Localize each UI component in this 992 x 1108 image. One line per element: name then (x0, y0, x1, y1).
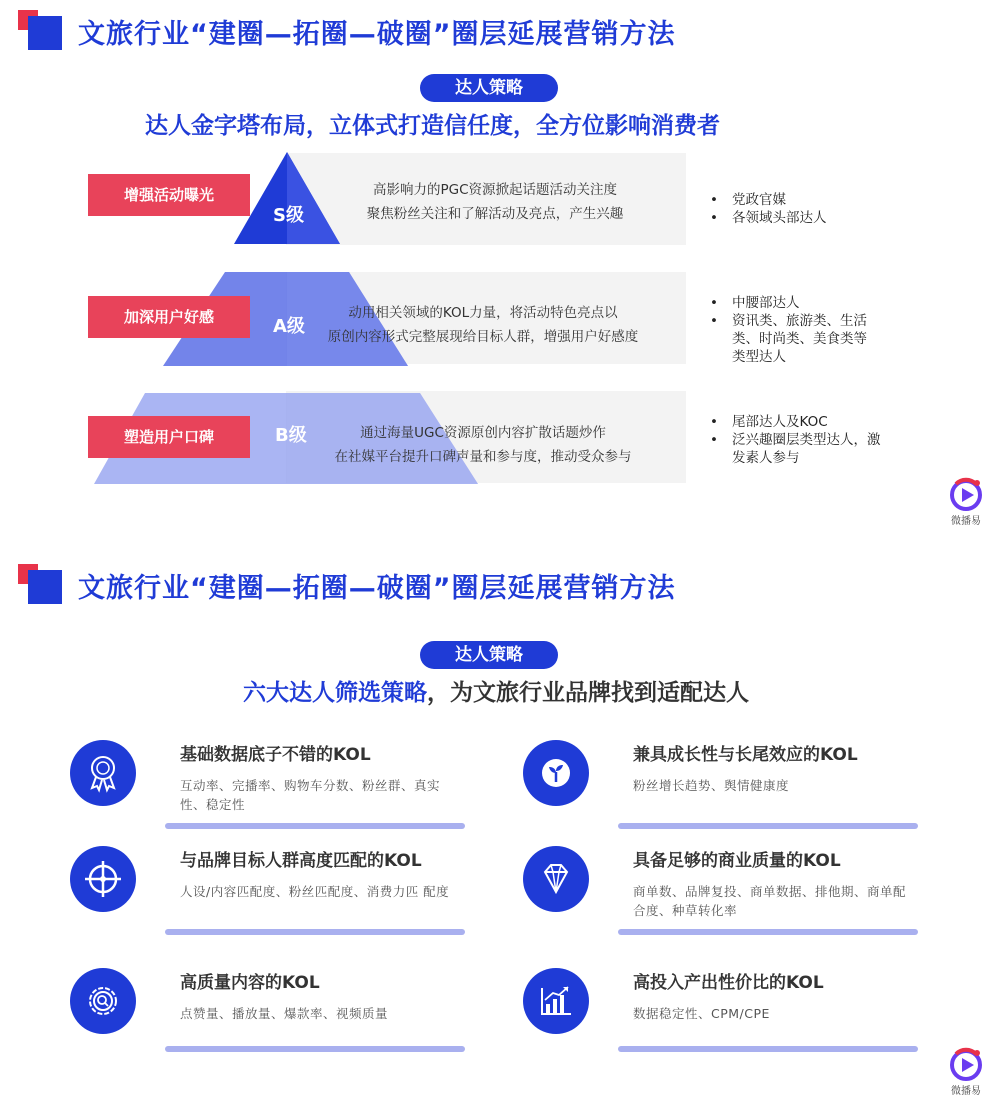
bullet-item: • 中腰部达人 (710, 294, 870, 312)
criterion-underline (618, 823, 918, 829)
desc-line: 动用相关领域的KOL力量，将活动特色亮点以 (348, 305, 618, 321)
criterion-title: 基础数据底子不错的KOL (180, 745, 371, 765)
subtitle-highlight: 六大达人筛选策略 (243, 680, 427, 706)
slide-title: 文旅行业“建圈—拓圈—破圈”圈层延展营销方法 (78, 19, 676, 50)
quality-gear-icon (70, 968, 136, 1034)
tier-bullets-s (710, 191, 870, 227)
logo-text: 微播易 (951, 1086, 981, 1097)
tier-bullets-b (710, 413, 890, 467)
bullet-item: • 泛兴趣圈层类型达人，激发素人参与 (710, 431, 890, 467)
tier-label-b: 塑造用户口碑 (88, 416, 250, 458)
section-pill: 达人策略 (420, 74, 558, 102)
criterion-desc: 点赞量、播放量、爆款率、视频质量 (180, 1006, 389, 1021)
play-logo-icon (946, 476, 986, 512)
criterion-card (70, 740, 490, 844)
criterion-desc: 数据稳定性、CPM/CPE (633, 1006, 770, 1021)
criterion-title: 兼具成长性与长尾效应的KOL (633, 745, 858, 765)
criterion-desc: 互动率、完播率、购物车分数、粉丝群、真实性、稳定性 (180, 778, 441, 812)
criterion-underline (618, 1046, 918, 1052)
criterion-desc: 人设/内容匹配度、粉丝匹配度、消费力匹 配度 (180, 884, 450, 899)
slide-subtitle: 达人金字塔布局，立体式打造信任度，全方位影响消费者 (145, 113, 720, 139)
bullet-item: • 各领域头部达人 (710, 209, 870, 227)
tier-desc-s (310, 178, 680, 226)
bullet-item: • 资讯类、旅游类、生活类、时尚类、美食类等类型达人 (710, 312, 870, 366)
tier-label-s: 增强活动曝光 (88, 174, 250, 216)
criterion-title: 与品牌目标人群高度匹配的KOL (180, 851, 422, 871)
tier-level-s: S级 (273, 205, 304, 226)
criterion-card (523, 740, 943, 844)
subtitle-rest: ，为文旅行业品牌找到适配达人 (427, 680, 749, 706)
criterion-title: 高投入产出性价比的KOL (633, 973, 824, 993)
brand-logo (946, 1046, 986, 1100)
diamond-icon (523, 846, 589, 912)
tier-desc-b (298, 421, 668, 469)
slide-title: 文旅行业“建圈—拓圈—破圈”圈层延展营销方法 (78, 573, 676, 604)
criterion-card (70, 846, 490, 950)
slide-subtitle (0, 674, 992, 707)
tier-level-b: B级 (275, 425, 307, 446)
logo-text: 微播易 (951, 516, 981, 527)
criterion-underline (165, 1046, 465, 1052)
sprout-icon (523, 740, 589, 806)
desc-line: 在社媒平台提升口碑声量和参与度，推动受众参与 (334, 449, 632, 465)
brand-logo (946, 476, 986, 530)
tier-level-a: A级 (273, 316, 305, 337)
criterion-title: 高质量内容的KOL (180, 973, 320, 993)
bullet-item: • 党政官媒 (710, 191, 870, 209)
desc-line: 原创内容形式完整展现给目标人群，增强用户好感度 (327, 329, 639, 345)
criterion-card (70, 968, 490, 1072)
section-pill: 达人策略 (420, 641, 558, 669)
medal-icon (70, 740, 136, 806)
criterion-card (523, 846, 943, 950)
desc-line: 高影响力的PGC资源掀起话题活动关注度 (372, 182, 618, 198)
desc-line: 通过海量UGC资源原创内容扩散话题炒作 (360, 425, 606, 441)
criterion-underline (165, 823, 465, 829)
criterion-underline (165, 929, 465, 935)
bullet-item: • 尾部达人及KOC (710, 413, 890, 431)
play-logo-icon (946, 1046, 986, 1082)
slide-criteria (0, 554, 992, 1108)
tier-label-a: 加深用户好感 (88, 296, 250, 338)
corner-decoration-blue (28, 570, 62, 604)
criterion-underline (618, 929, 918, 935)
criterion-card (523, 968, 943, 1072)
bar-chart-icon (523, 968, 589, 1034)
criterion-desc: 商单数、品牌复投、商单数据、排他期、商单配合度、种草转化率 (633, 884, 907, 918)
target-icon (70, 846, 136, 912)
tier-bullets-a (710, 294, 870, 366)
criterion-title: 具备足够的商业质量的KOL (633, 851, 841, 871)
desc-line: 聚焦粉丝关注和了解活动及亮点，产生兴趣 (366, 206, 624, 222)
tier-desc-a (298, 301, 668, 349)
criterion-desc: 粉丝增长趋势、舆情健康度 (633, 778, 790, 793)
